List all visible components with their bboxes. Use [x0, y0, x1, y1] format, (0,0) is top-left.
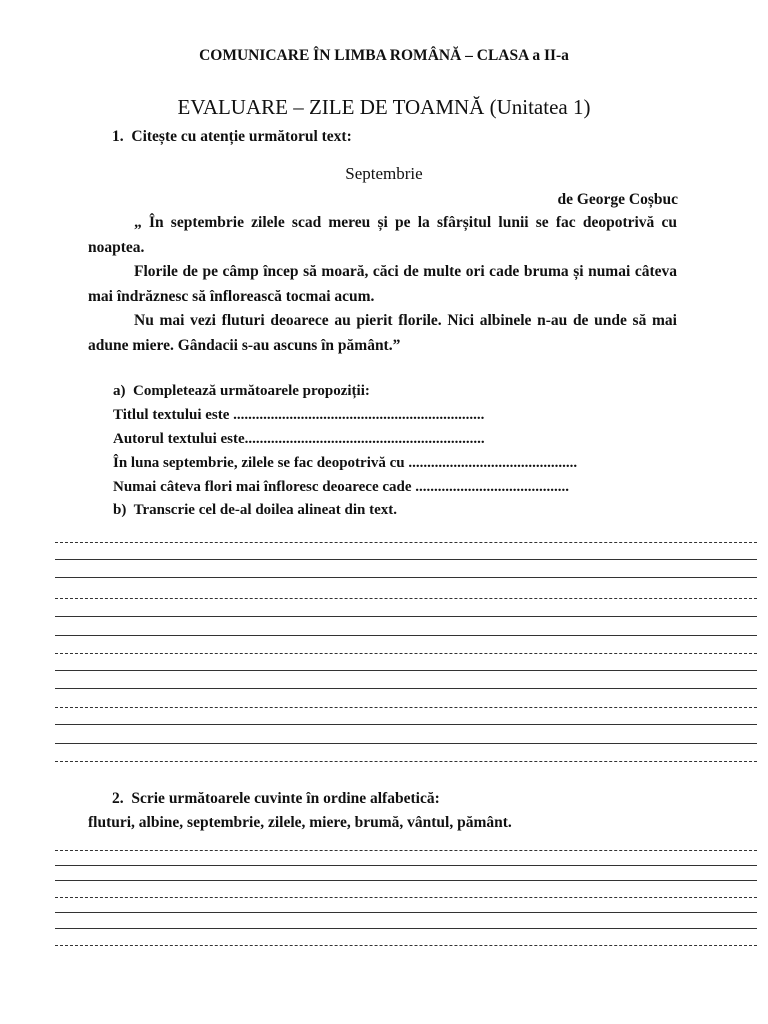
exercise-2-instruction: Scrie următoarele cuvinte în ordine alfabetică:: [131, 790, 440, 807]
completion-item-days: În luna septembrie, zilele se fac deopotrivă cu .............................................: [113, 455, 578, 471]
solid-rule: [55, 577, 757, 578]
part-b-heading: [113, 502, 397, 519]
dashed-rule: [55, 850, 757, 851]
dashed-rule: [55, 761, 757, 762]
dashed-rule: [55, 598, 757, 599]
solid-rule: [55, 670, 757, 671]
part-a-heading: [113, 383, 370, 400]
completion-item-title: Titlul textului este ...................................................................: [113, 407, 485, 423]
completion-item-author: Autorul textului este................................................................: [113, 431, 485, 447]
story-paragraph-1: „ În septembrie zilele scad mereu și pe la sfârșitul lunii se fac deopotrivă cu noaptea.: [88, 214, 677, 256]
exercise-1-number: 1.: [112, 128, 124, 145]
part-a-label: a): [113, 383, 126, 399]
exercise-2-heading: [112, 790, 440, 808]
dashed-rule: [55, 653, 757, 654]
completion-item-flowers: Numai câteva flori mai înfloresc deoarece cade .........................................: [113, 479, 570, 495]
solid-rule: [55, 912, 757, 913]
solid-rule: [55, 635, 757, 636]
dashed-rule: [55, 897, 757, 898]
solid-rule: [55, 928, 757, 929]
story-author: de George Coșbuc: [557, 191, 678, 208]
part-b-label: b): [113, 502, 127, 518]
writing-area-alphabetical: [55, 850, 757, 946]
solid-rule: [55, 865, 757, 866]
solid-rule: [55, 688, 757, 689]
part-a-instruction: Completează următoarele propoziții:: [133, 383, 370, 399]
dashed-rule: [55, 945, 757, 946]
page-title: EVALUARE – ZILE DE TOAMNĂ (Unitatea 1): [177, 95, 591, 119]
dashed-rule: [55, 542, 757, 543]
solid-rule: [55, 559, 757, 560]
part-b-instruction: Transcrie cel de-al doilea alineat din text.: [133, 502, 398, 518]
story-title: Septembrie: [345, 164, 423, 183]
exercise-2-number: 2.: [112, 790, 124, 807]
solid-rule: [55, 743, 757, 744]
story-paragraph-2: Florile de pe câmp încep să moară, căci de multe ori cade bruma și numai câteva mai îndrăznesc să înflorească tocmai acum.: [88, 263, 677, 305]
solid-rule: [55, 724, 757, 725]
subject-header: COMUNICARE ÎN LIMBA ROMÂNĂ – CLASA a II-a: [199, 47, 569, 64]
dashed-rule: [55, 707, 757, 708]
exercise-1-instruction: Citește cu atenție următorul text:: [131, 128, 352, 145]
story-paragraph-3: Nu mai vezi fluturi deoarece au pierit florile. Nici albinele n-au de unde să mai adune miere. Gândacii s-au ascuns în pământ.”: [88, 312, 677, 354]
solid-rule: [55, 616, 757, 617]
solid-rule: [55, 880, 757, 881]
exercise-1-heading: [112, 128, 352, 146]
exercise-2-word-list: fluturi, albine, septembrie, zilele, miere, brumă, vântul, pământ.: [88, 814, 512, 831]
writing-area-transcription: [55, 542, 757, 762]
